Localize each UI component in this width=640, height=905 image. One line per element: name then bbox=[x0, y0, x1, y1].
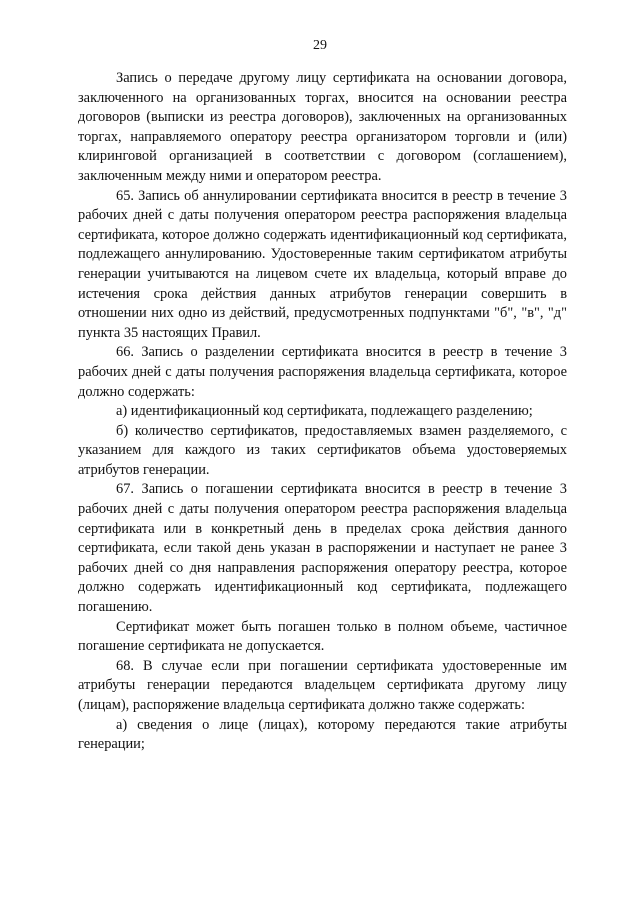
paragraph-66-item-a: а) идентификационный код сертификата, подлежащего разделению; bbox=[116, 403, 533, 420]
page-number: 29 bbox=[313, 38, 327, 53]
paragraph-68-transfer: 68. В случае если при погашении сертификата удостоверенные им атрибуты генерации передаются владельцем сертификата другому лицу (лицам), распоряжение владельца сертификата должно также содержать: bbox=[78, 657, 567, 713]
paragraph-66-item-b: б) количество сертификатов, предоставляемых взамен разделяемого, с указанием для каждого из таких сертификатов объема удостоверяемых атрибутов генерации. bbox=[78, 422, 567, 478]
paragraph-65-annulment: 65. Запись об аннулировании сертификата вносится в реестр в течение 3 рабочих дней с даты получения оператором реестра распоряжения владельца сертификата, которое должно содержать идентификационный код сертификата, подлежащего аннулированию. Удостоверенные таким сертификатом атрибуты генерации учитываются на лицевом счете их владельца, который вправе до истечения срока действия данных атрибутов генерации совершить в отношении них одно из действий, предусмотренных подпунктами "б", "в", "д" пункта 35 настоящих Правил. bbox=[78, 187, 567, 341]
paragraph-transfer-record: Запись о передаче другому лицу сертификата на основании договора, заключенного на организованных торгах, вносится на основании реестра договоров (выписки из реестра договоров), заключенных на организованных торгах, направляемого оператору реестра организатором торговли и (или) клиринговой организацией в соответствии с договором (соглашением), заключенным между ними и оператором реестра. bbox=[78, 70, 567, 184]
paragraph-66-division: 66. Запись о разделении сертификата вносится в реестр в течение 3 рабочих дней с даты получения распоряжения владельца сертификата, которое должно содержать: bbox=[78, 344, 567, 400]
paragraph-68-item-a: а) сведения о лице (лицах), которому передаются такие атрибуты генерации; bbox=[78, 716, 567, 753]
paragraph-67-full-redemption: Сертификат может быть погашен только в полном объеме, частичное погашение сертификата не допускается. bbox=[78, 618, 567, 655]
document-body bbox=[78, 69, 567, 755]
paragraph-67-redemption: 67. Запись о погашении сертификата вносится в реестр в течение 3 рабочих дней с даты получения оператором реестра распоряжения владельца сертификата или в конкретный день в пределах срока действия данного сертификата, если такой день указан в распоряжении и наступает не ранее 3 рабочих дней со дня направления распоряжения оператору реестра, которое должно содержать идентификационный код сертификата, подлежащего погашению. bbox=[78, 481, 567, 616]
